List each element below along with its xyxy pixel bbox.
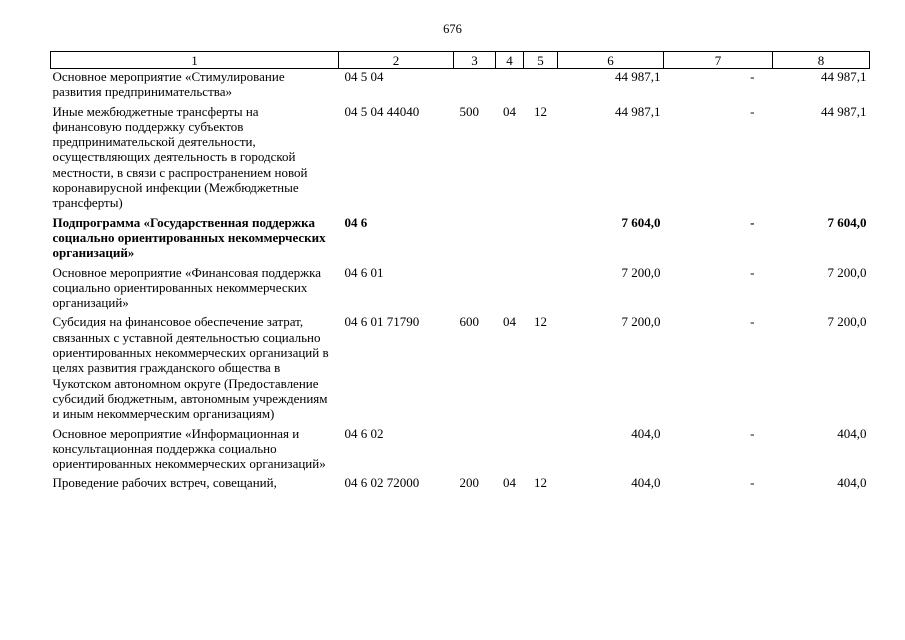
- budget-table: [50, 51, 870, 495]
- table-row: [51, 69, 870, 104]
- row-amount-cell: 44 987,1: [615, 69, 661, 84]
- row-amount-cell: 44 987,1: [615, 103, 661, 119]
- table-row: [51, 314, 870, 425]
- row-name-cell: Субсидия на финансовое обеспечение затрат, связанных с уставной деятельностью социально ориентированных некоммерческих организаций в целях развития гражданского общества в Чукотском автономном округе (Предоставление субсидий бюджетным, автономным учреждениям и иным некоммерческим организациям): [52, 314, 329, 422]
- row-subsection-cell: 12: [534, 475, 547, 491]
- table-row: [51, 215, 870, 265]
- row-change-cell: -: [750, 314, 755, 330]
- row-section-cell: 04: [503, 103, 516, 119]
- row-code-cell: 04 6 02 72000: [344, 475, 420, 491]
- row-total-cell: 7 200,0: [827, 264, 867, 280]
- table-body: [51, 69, 870, 495]
- row-code-cell: 04 5 04: [344, 69, 384, 84]
- row-amount-cell: 7 604,0: [621, 214, 661, 230]
- row-code-cell: 04 6 01 71790: [344, 314, 420, 330]
- row-section-cell: [496, 215, 524, 265]
- row-amount-cell: 404,0: [631, 425, 661, 441]
- header-cell-1: 1: [51, 52, 339, 69]
- row-total-cell: 404,0: [837, 425, 867, 441]
- row-subsection-cell: 12: [534, 103, 547, 119]
- header-cell-6: 6: [558, 52, 664, 69]
- header-cell-8: 8: [773, 52, 870, 69]
- row-change-cell: -: [750, 214, 755, 230]
- row-change-cell: -: [750, 264, 755, 280]
- row-expense-type-cell: 500: [459, 103, 479, 119]
- row-name-cell: Основное мероприятие «Финансовая поддержка социально ориентированных некоммерческих организаций»: [52, 264, 322, 311]
- row-subsection-cell: [524, 215, 558, 265]
- row-section-cell: [496, 426, 524, 476]
- row-section-cell: 04: [503, 314, 516, 330]
- table-row: [51, 475, 870, 494]
- row-change-cell: -: [750, 103, 755, 119]
- row-amount-cell: 7 200,0: [621, 264, 661, 280]
- row-subsection-cell: [524, 426, 558, 476]
- row-code-cell: 04 5 04 44040: [344, 103, 420, 119]
- row-change-cell: -: [750, 425, 755, 441]
- header-cell-7: 7: [664, 52, 773, 69]
- table-row: [51, 426, 870, 476]
- row-change-cell: -: [750, 69, 755, 84]
- header-cell-2: 2: [339, 52, 454, 69]
- row-total-cell: 7 604,0: [827, 214, 867, 230]
- row-total-cell: 44 987,1: [821, 69, 867, 84]
- row-expense-type-cell: [454, 215, 496, 265]
- row-name-cell: Основное мероприятие «Информационная и консультационная поддержка социально ориентированных некоммерческих организаций»: [52, 425, 326, 472]
- row-code-cell: 04 6: [344, 214, 368, 230]
- header-cell-3: 3: [454, 52, 496, 69]
- header-row: [51, 52, 870, 69]
- row-name-cell: Основное мероприятие «Стимулирование развития предпринимательства»: [52, 69, 285, 100]
- row-subsection-cell: [524, 265, 558, 315]
- row-total-cell: 404,0: [837, 475, 867, 491]
- row-section-cell: 04: [503, 475, 516, 491]
- row-name-cell: Подпрограмма «Государственная поддержка социально ориентированных некоммерческих организаций»: [52, 214, 326, 261]
- row-total-cell: 44 987,1: [821, 103, 867, 119]
- header-cell-5: 5: [524, 52, 558, 69]
- row-amount-cell: 7 200,0: [621, 314, 661, 330]
- row-code-cell: 04 6 02: [344, 425, 384, 441]
- row-change-cell: -: [750, 475, 755, 491]
- row-code-cell: 04 6 01: [344, 264, 384, 280]
- row-name-cell: Иные межбюджетные трансферты на финансовую поддержку субъектов предпринимательской деятельности, осуществляющих деятельность в городской местности, в связи с распространением новой коронавирусной инфекции (Межбюджетные трансферты): [52, 103, 308, 211]
- row-expense-type-cell: [454, 426, 496, 476]
- row-expense-type-cell: 600: [459, 314, 479, 330]
- row-amount-cell: 404,0: [631, 475, 661, 491]
- table-row: [51, 265, 870, 315]
- row-expense-type-cell: 200: [459, 475, 479, 491]
- header-cell-4: 4: [496, 52, 524, 69]
- table-row: [51, 104, 870, 215]
- row-subsection-cell: 12: [534, 314, 547, 330]
- row-total-cell: 7 200,0: [827, 314, 867, 330]
- row-section-cell: [496, 265, 524, 315]
- row-name-cell: Проведение рабочих встреч, совещаний,: [52, 475, 277, 491]
- row-subsection-cell: [524, 69, 558, 104]
- page-number: 676: [443, 22, 462, 36]
- row-expense-type-cell: [454, 265, 496, 315]
- row-section-cell: [496, 69, 524, 104]
- row-expense-type-cell: [454, 69, 496, 104]
